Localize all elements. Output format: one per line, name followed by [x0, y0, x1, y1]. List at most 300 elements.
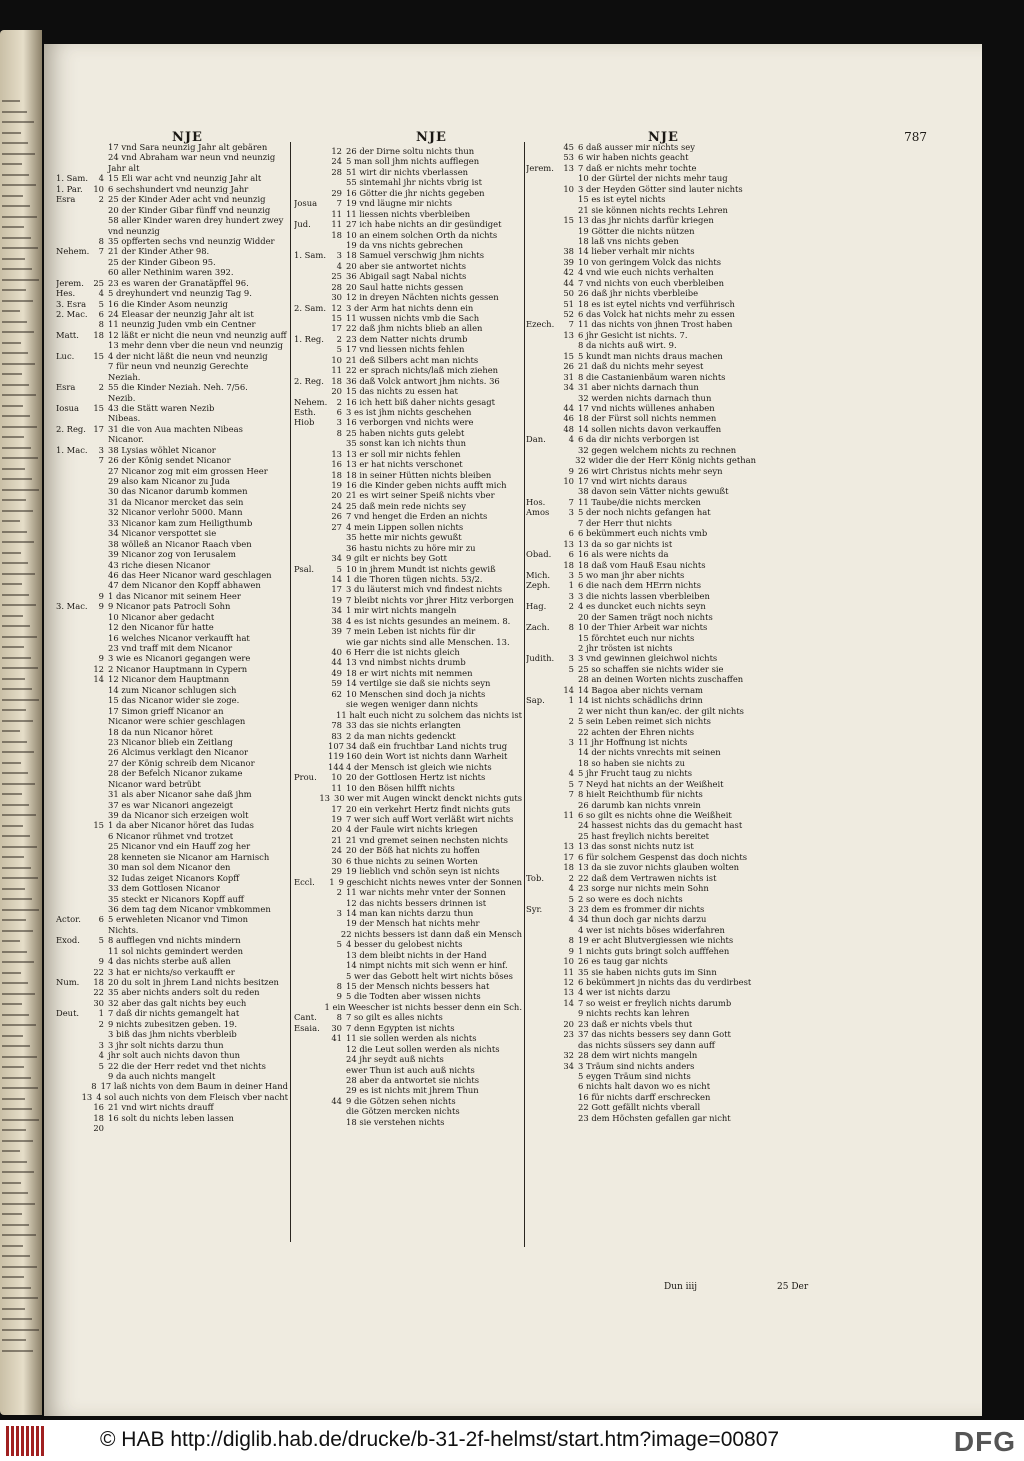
index-entry — [294, 177, 522, 187]
index-entry — [526, 967, 756, 977]
entry-text: 23 dem es frommer dir nichts — [578, 903, 705, 914]
book-name — [56, 497, 90, 507]
chapter-number: 16 — [331, 459, 342, 470]
index-entry — [526, 507, 756, 517]
entry-text: 7 bleibt nichts vor jhrer Hitz verborgen — [346, 594, 514, 605]
entry-text: 22 nichts bessers ist dann daß ein Mensch — [340, 928, 522, 939]
chapter-number: 1 — [568, 695, 574, 706]
book-name — [56, 236, 90, 246]
entry-text: 14 der nichts vnrechts mit seinen — [578, 747, 721, 758]
index-entry — [294, 887, 522, 897]
chapter-number: 4 — [568, 434, 574, 445]
entry-text: 18 laß vns nichts geben — [578, 235, 679, 246]
left-page-text-line — [2, 1245, 23, 1247]
index-entry — [56, 507, 288, 517]
book-name: Cant. — [294, 1012, 317, 1023]
entry-text: 7 daß dir nichts gemangelt hat — [108, 1008, 240, 1019]
entry-text: 4 mein Lippen sollen nichts — [346, 521, 464, 532]
book-name — [56, 1050, 90, 1060]
left-page-text-line — [2, 163, 22, 165]
chapter-number: 14 — [563, 997, 574, 1008]
index-entry — [526, 173, 756, 183]
entry-text: 2 Nicanor Hauptmann in Cypern — [108, 663, 248, 674]
chapter-number: 44 — [331, 657, 342, 668]
left-page-text-line — [2, 709, 26, 711]
chapter-number: 7 — [568, 319, 574, 330]
left-page-text-line — [2, 205, 30, 207]
index-entry — [294, 939, 522, 949]
chapter-number: 2 — [336, 396, 342, 407]
book-name — [56, 539, 90, 549]
index-entry — [294, 804, 522, 814]
chapter-number — [90, 361, 104, 371]
index-entry — [56, 737, 288, 747]
entry-text: 4 der Faule wirt nichts kriegen — [346, 824, 478, 835]
left-page-text-line — [2, 1287, 31, 1289]
entry-text: 20 du solt in jhrem Land nichts besitzen — [108, 977, 279, 987]
entry-text: 12 die Leut sollen werden als nichts — [346, 1043, 500, 1054]
chapter-number — [328, 699, 342, 709]
book-name — [526, 643, 560, 653]
book-name — [56, 518, 90, 528]
book-name — [294, 762, 328, 772]
index-entry — [56, 278, 288, 288]
book-name — [294, 939, 328, 949]
left-page-text-line — [2, 982, 28, 984]
left-page-text-line — [2, 363, 35, 365]
chapter-number: 9 — [98, 653, 104, 664]
book-name — [56, 810, 90, 820]
book-name: Judith. — [526, 653, 555, 664]
index-entry — [56, 580, 288, 590]
book-name — [56, 393, 90, 403]
entry-text: 31 als aber Nicanor sahe daß jhm — [108, 789, 252, 800]
book-name — [526, 841, 560, 851]
left-page-text-line — [2, 583, 22, 585]
chapter-number: 19 — [331, 814, 342, 824]
index-entry — [294, 344, 522, 354]
copyright-url[interactable]: © HAB http://diglib.hab.de/drucke/b-31-2f-helmst/start.htm?image=00807 — [100, 1428, 780, 1451]
chapter-number: 14 — [563, 684, 574, 695]
index-entry — [56, 967, 288, 977]
index-entry — [526, 309, 756, 319]
left-page-text-line — [2, 835, 30, 837]
book-page — [44, 44, 982, 1416]
index-entry — [526, 246, 756, 256]
index-entry — [526, 455, 756, 465]
left-page-text-line — [2, 279, 39, 281]
chapter-number: 17 — [331, 323, 342, 334]
entry-text: 8 da nichts auß wirt. 9. — [578, 340, 677, 351]
entry-text: 13 das jhr nichts darfür kriegen — [578, 215, 714, 226]
index-entry — [56, 1113, 288, 1123]
book-name — [294, 584, 328, 594]
index-entry — [294, 428, 522, 438]
entry-text: 19 Götter die nichts nützen — [578, 225, 695, 236]
left-page-text-line — [2, 688, 32, 690]
chapter-number — [90, 894, 104, 904]
chapter-number: 9 — [568, 465, 574, 476]
book-name — [56, 455, 90, 465]
chapter-number: 22 — [93, 966, 104, 977]
entry-text: 14 nimpt nichts mit sich wenn er hinf. — [346, 960, 508, 971]
index-entry — [526, 382, 756, 392]
index-entry — [56, 486, 288, 496]
chapter-number — [90, 747, 104, 757]
entry-text: 3 es ist jhm nichts geschehen — [346, 406, 472, 417]
book-name — [56, 1029, 90, 1039]
entry-text: 20 der Kinder Gibar fünff vnd neunzig — [108, 204, 271, 215]
left-page-text-line — [2, 972, 21, 974]
entry-text: 28 an deinen Worten nichts zuschaffen — [578, 674, 744, 685]
index-entry — [526, 883, 756, 893]
index-entry — [526, 580, 756, 590]
entry-text: 11 wussen nichts vmb die Sach — [346, 313, 480, 323]
chapter-number: 9 — [98, 601, 104, 612]
book-name — [526, 142, 560, 152]
chapter-number — [328, 1106, 342, 1116]
entry-text: 38 davon sein Vätter nichts gewußt — [578, 486, 729, 497]
index-entry — [56, 841, 288, 851]
left-page-text-line — [2, 447, 31, 449]
chapter-number — [328, 1054, 342, 1064]
index-entry — [526, 1113, 756, 1123]
book-name — [294, 804, 328, 814]
book-name — [294, 522, 328, 532]
entry-text: 5 die Todten aber wissen nichts — [346, 991, 481, 1002]
entry-text: jhr solt auch nichts davon thun — [108, 1050, 241, 1061]
left-page-text-line — [2, 1234, 36, 1236]
index-entry — [294, 991, 522, 1001]
chapter-number: 24 — [331, 500, 342, 511]
entry-text: 18 in seiner Hütten nichts bleiben — [346, 469, 492, 480]
chapter-number: 13 — [81, 1091, 93, 1102]
index-entry — [294, 1117, 522, 1127]
left-page-text-line — [2, 1276, 24, 1278]
entry-text: 10 Menschen sind doch ja nichts — [346, 688, 486, 699]
book-name: Iosua — [56, 402, 80, 413]
index-entry — [526, 403, 756, 413]
chapter-number: 3 — [568, 569, 574, 580]
index-entry — [294, 230, 522, 240]
chapter-number: 11 — [331, 219, 342, 230]
left-page-text-line — [2, 762, 21, 764]
entry-text: 15 förchtet euch nur nichts — [578, 632, 695, 643]
index-entry — [56, 434, 288, 444]
chapter-number — [560, 747, 574, 757]
entry-text: 7 so weist er freylich nichts darumb — [578, 997, 732, 1008]
index-entry — [294, 480, 522, 490]
index-entry — [294, 856, 522, 866]
index-entry — [526, 226, 756, 236]
book-name — [294, 271, 328, 281]
book-name — [294, 313, 328, 323]
index-entry — [56, 789, 288, 799]
index-entry — [294, 1085, 522, 1095]
index-entry — [294, 741, 522, 751]
entry-text: 18 da nun Nicanor höret — [108, 726, 213, 737]
index-entry — [294, 167, 522, 177]
entry-text: 28 aber da antwortet sie nichts — [346, 1074, 480, 1085]
book-name — [56, 1071, 90, 1081]
index-entry — [56, 288, 288, 298]
chapter-number: 11 — [331, 782, 342, 793]
book-name — [56, 768, 90, 778]
chapter-number: 17 — [331, 803, 342, 814]
book-name — [526, 747, 560, 757]
book-name: Jerem. — [56, 277, 84, 288]
index-entry — [56, 862, 288, 872]
book-name: 1. Reg. — [294, 333, 324, 344]
entry-text: 6 sechshundert vnd neunzig Jahr — [108, 183, 249, 194]
entry-text: 15 Eli war acht vnd neunzig Jahr alt — [108, 173, 262, 184]
chapter-number — [90, 1029, 104, 1039]
book-name: Hiob — [294, 417, 315, 428]
book-name — [526, 664, 560, 674]
entry-text: 15 es ist eytel nichts — [578, 194, 666, 205]
entry-text: 7 daß er nichts mehr tochte — [578, 162, 697, 173]
left-page-text-line — [2, 300, 33, 302]
index-entry — [294, 470, 522, 480]
chapter-number — [328, 960, 342, 970]
index-column-3 — [526, 142, 756, 1123]
book-name — [294, 282, 328, 292]
chapter-number: 39 — [331, 626, 342, 637]
index-entry — [56, 601, 288, 611]
book-name — [56, 1019, 90, 1029]
book-name — [294, 783, 328, 793]
index-entry — [294, 929, 522, 939]
index-entry — [526, 1081, 756, 1091]
left-page-edge — [0, 30, 42, 1415]
entry-text: 25 der Kinder Ader acht vnd neunzig — [108, 194, 266, 205]
book-name — [56, 560, 90, 570]
entry-text: 1 das Nicanor mit seinem Heer — [108, 590, 241, 601]
left-page-text-line — [2, 604, 36, 606]
index-entry — [294, 595, 522, 605]
book-name — [526, 445, 560, 455]
entry-text: 18 daß vom Hauß Esau nichts — [578, 559, 706, 570]
index-entry — [56, 1071, 288, 1081]
chapter-number: 34 — [563, 382, 574, 393]
index-entry — [526, 445, 756, 455]
entry-text: 15 das nichts zu essen hat — [346, 386, 458, 397]
chapter-number: 20 — [563, 1018, 574, 1029]
book-name — [526, 977, 560, 987]
chapter-number: 6 — [336, 406, 342, 417]
book-name: Zeph. — [526, 580, 551, 591]
book-name — [56, 528, 90, 538]
book-name — [56, 998, 90, 1008]
index-entry — [526, 789, 756, 799]
entry-text: 11 liessen nichts vberbleiben — [346, 208, 471, 219]
chapter-number: 3 — [336, 417, 342, 428]
index-entry — [526, 518, 756, 528]
chapter-number — [328, 1075, 342, 1085]
book-name — [526, 403, 560, 413]
index-entry — [56, 173, 288, 183]
left-page-text-line — [2, 1350, 33, 1352]
entry-text: 32 Iudas zeiget Nicanors Kopff — [108, 872, 240, 883]
chapter-number: 8 — [336, 981, 342, 991]
entry-text: 14 Bagoa aber nichts vernam — [578, 684, 704, 695]
book-name — [294, 574, 328, 584]
book-name — [526, 205, 560, 215]
index-entry — [56, 257, 288, 267]
entry-text: 5 der noch nichts gefangen hat — [578, 507, 711, 518]
book-name — [294, 365, 328, 375]
chapter-number — [90, 539, 104, 549]
index-entry — [56, 1061, 288, 1071]
index-entry — [56, 528, 288, 538]
index-entry — [526, 758, 756, 768]
left-page-text-line — [2, 730, 20, 732]
index-entry — [56, 340, 288, 350]
book-name — [526, 727, 560, 737]
book-name — [526, 288, 560, 298]
chapter-number: 15 — [331, 313, 342, 323]
entry-text: 5 eygen Träum sind nichts — [578, 1070, 691, 1081]
book-name — [294, 929, 324, 939]
left-page-text-line — [2, 625, 30, 627]
chapter-number: 3 — [98, 1039, 104, 1050]
book-name: Deut. — [56, 1008, 80, 1019]
book-name — [294, 1085, 328, 1095]
chapter-number — [560, 1081, 574, 1091]
chapter-number — [90, 633, 104, 643]
chapter-number — [560, 612, 574, 622]
chapter-number: 50 — [563, 288, 574, 299]
entry-text: 17 Simon grieff Nicanor an — [108, 705, 224, 716]
book-name — [526, 393, 560, 403]
index-entry — [56, 883, 288, 893]
chapter-number: 8 — [98, 319, 104, 330]
entry-text: 10 der Thier Arbeit war nichts — [578, 622, 708, 633]
left-page-text-line — [2, 121, 34, 123]
left-page-text-line — [2, 226, 24, 228]
entry-text: 7 denn Egypten ist nichts — [346, 1022, 455, 1033]
index-entry — [294, 334, 522, 344]
index-entry — [526, 925, 756, 935]
index-entry — [294, 564, 522, 574]
chapter-number: 10 — [563, 183, 574, 194]
entry-text: 21 es wirt seiner Speiß nichts vber — [346, 490, 495, 501]
index-entry — [294, 209, 522, 219]
index-entry — [526, 205, 756, 215]
book-name: 3. Esra — [56, 298, 87, 309]
left-page-text-line — [2, 825, 23, 827]
entry-text: 24 vnd Abraham war neun vnd neunzig — [108, 152, 276, 163]
index-entry — [294, 783, 522, 793]
book-name: Esra — [56, 382, 76, 393]
chapter-number: 2 — [98, 382, 104, 393]
left-page-text-line — [2, 531, 27, 533]
chapter-number: 15 — [93, 820, 104, 831]
index-entry — [56, 779, 288, 789]
index-entry — [56, 653, 288, 663]
left-page-text-line — [2, 846, 37, 848]
book-name — [526, 779, 560, 789]
entry-text: 20 aber sie antwortet nichts — [346, 260, 467, 271]
chapter-number: 34 — [331, 605, 342, 616]
chapter-number: 12 — [93, 663, 104, 674]
index-entry — [526, 1092, 756, 1102]
index-entry — [56, 1092, 288, 1102]
chapter-number — [560, 758, 574, 768]
index-entry — [294, 605, 522, 615]
book-name — [526, 768, 560, 778]
entry-text: 4 sol auch nichts von dem Fleisch vber nacht — [96, 1091, 288, 1102]
book-name — [294, 678, 328, 688]
book-name — [526, 173, 560, 183]
entry-text: 17 laß nichts von dem Baum in deiner Hand — [100, 1081, 288, 1092]
book-name — [294, 490, 328, 500]
index-entry — [526, 1102, 756, 1112]
chapter-number: 6 — [98, 309, 104, 319]
left-page-text-line — [2, 216, 37, 218]
book-name: Esaia. — [294, 1022, 320, 1033]
book-name — [294, 814, 328, 824]
chapter-number: 18 — [331, 229, 342, 240]
entry-text: 12 läßt er nicht die neun vnd neunzig auff — [108, 329, 287, 340]
index-entry — [56, 956, 288, 966]
entry-text: 27 der König schreib dem Nicanor — [108, 757, 255, 768]
left-page-text-line — [2, 310, 20, 312]
chapter-number: 23 — [563, 1029, 574, 1040]
left-page-text-line — [2, 856, 24, 858]
left-page-text-line — [2, 100, 20, 102]
chapter-number: 10 — [331, 354, 342, 365]
entry-text: 22 er sprach nichts/laß mich ziehen — [346, 365, 499, 376]
book-name: Ezech. — [526, 319, 555, 330]
chapter-number: 18 — [331, 469, 342, 480]
chapter-number: 15 — [563, 215, 574, 226]
left-page-text-line — [2, 562, 28, 564]
book-name — [526, 539, 560, 549]
chapter-number: 5 — [568, 893, 574, 904]
chapter-number: 29 — [331, 187, 342, 198]
column-head-1: NJE — [172, 130, 203, 145]
entry-text: 16 die Kinder geben nichts aufft mich — [346, 480, 507, 490]
left-page-text-line — [2, 1045, 30, 1047]
book-name — [294, 459, 328, 469]
chapter-number — [90, 486, 104, 496]
chapter-number: 2 — [98, 194, 104, 205]
index-entry — [294, 762, 522, 772]
index-entry — [56, 758, 288, 768]
chapter-number — [328, 1044, 342, 1054]
entry-text: 1 da aber Nicanor höret das Iudas — [108, 820, 254, 831]
catchword: 25 Der — [777, 1282, 809, 1292]
chapter-number — [560, 340, 574, 350]
left-page-text-line — [2, 142, 28, 144]
book-name — [294, 511, 328, 521]
chapter-number: 39 — [563, 256, 574, 267]
index-entry — [294, 824, 522, 834]
book-name — [56, 925, 90, 935]
book-name — [294, 532, 328, 542]
chapter-number — [90, 831, 104, 841]
index-entry — [526, 1061, 756, 1071]
book-name — [526, 1019, 560, 1029]
book-name — [526, 591, 560, 601]
left-page-text-line — [2, 1108, 32, 1110]
entry-text: 9 geschicht nichts newes vnter der Sonnen — [338, 876, 522, 887]
entry-text: 4 der Mensch ist gleich wie nichts — [346, 761, 492, 772]
index-entry — [56, 935, 288, 945]
chapter-number — [324, 929, 337, 939]
entry-text: 9 nichts rechts kan lehren — [578, 1008, 690, 1019]
